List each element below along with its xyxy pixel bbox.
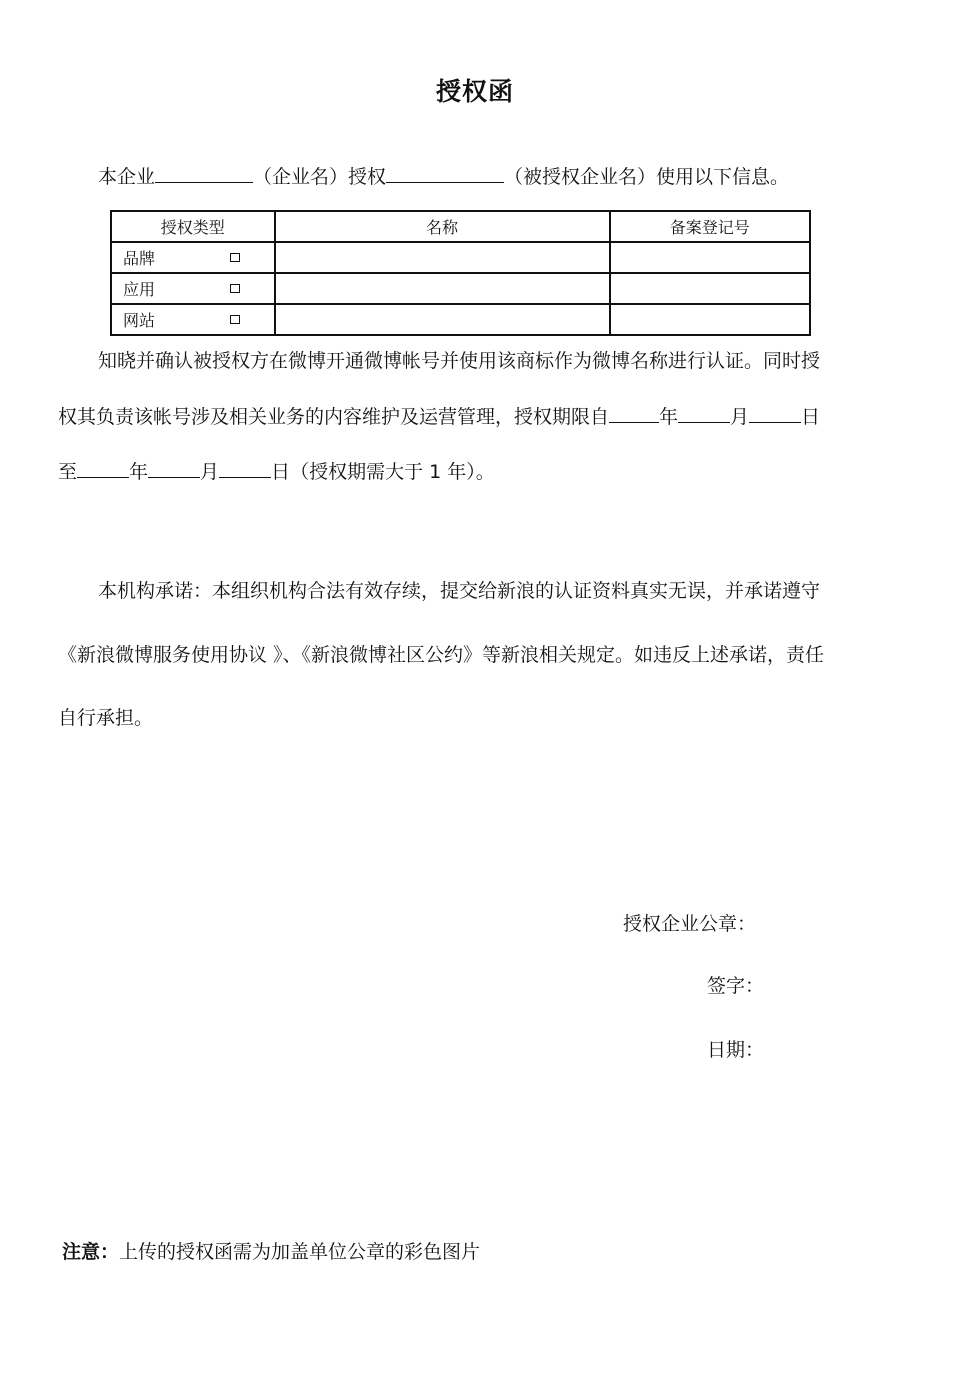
end-month-blank	[148, 459, 200, 478]
type-label-brand: 品牌	[123, 249, 156, 268]
company-name-blank	[155, 164, 253, 183]
intro-line	[98, 164, 789, 189]
intro-part3: （被授权企业名）使用以下信息。	[504, 166, 790, 188]
authorization-table	[110, 210, 811, 336]
date-label: 日期：	[707, 1039, 765, 1061]
table-row	[111, 273, 810, 304]
to-label: 至	[58, 461, 78, 483]
paragraph2-line1: 本机构承诺：本组织机构合法有效存续，提交给新浪的认证资料真实无误，并承诺遵守	[98, 580, 821, 602]
type-label-website: 网站	[123, 311, 156, 330]
authorized-company-blank	[386, 164, 504, 183]
header-auth-type: 授权类型	[111, 211, 275, 242]
end-day-blank	[219, 459, 271, 478]
paragraph2-line3: 自行承担。	[58, 707, 154, 729]
start-month-blank	[678, 404, 730, 423]
sign-label: 签字：	[707, 975, 765, 997]
end-year-blank	[77, 459, 129, 478]
table-row	[111, 304, 810, 335]
term-requirement: （授权期需大于 1 年）。	[290, 461, 495, 483]
note	[62, 1240, 480, 1264]
type-cell-brand	[111, 242, 275, 273]
checkbox-app[interactable]	[230, 284, 240, 293]
paragraph2-line2: 《新浪微博服务使用协议 》、《新浪微博社区公约》等新浪相关规定。如违反上述承诺，责任	[58, 644, 825, 666]
name-cell	[275, 242, 610, 273]
term-text: 权其负责该帐号涉及相关业务的内容维护及运营管理，授权期限自	[58, 406, 610, 428]
checkbox-brand[interactable]	[230, 253, 240, 262]
start-day-blank	[749, 404, 801, 423]
intro-part2: （企业名）授权	[253, 166, 387, 188]
table-header-row	[111, 211, 810, 242]
intro-part1: 本企业	[98, 166, 156, 188]
start-year-blank	[609, 404, 659, 423]
paragraph1-line1: 知晓并确认被授权方在微博开通微博帐号并使用该商标作为微博名称进行认证。同时授	[98, 350, 821, 372]
start-year-label: 年	[659, 406, 679, 428]
header-name: 名称	[275, 211, 610, 242]
registration-cell	[610, 242, 810, 273]
registration-cell	[610, 273, 810, 304]
header-registration-number: 备案登记号	[610, 211, 810, 242]
end-month-label: 月	[200, 461, 220, 483]
paragraph1-line2	[58, 404, 820, 429]
start-month-label: 月	[730, 406, 750, 428]
paragraph1-line3	[58, 459, 495, 484]
end-day-label: 日	[271, 461, 291, 483]
seal-label: 授权企业公章：	[623, 913, 757, 935]
note-label: 注意：	[62, 1241, 120, 1263]
checkbox-website[interactable]	[230, 315, 240, 324]
registration-cell	[610, 304, 810, 335]
name-cell	[275, 273, 610, 304]
type-label-app: 应用	[123, 280, 156, 299]
start-day-label: 日	[801, 406, 821, 428]
name-cell	[275, 304, 610, 335]
end-year-label: 年	[129, 461, 149, 483]
type-cell-website	[111, 304, 275, 335]
type-cell-app	[111, 273, 275, 304]
document-title: 授权函	[435, 77, 514, 106]
note-text: 上传的授权函需为加盖单位公章的彩色图片	[119, 1241, 481, 1263]
table-row	[111, 242, 810, 273]
